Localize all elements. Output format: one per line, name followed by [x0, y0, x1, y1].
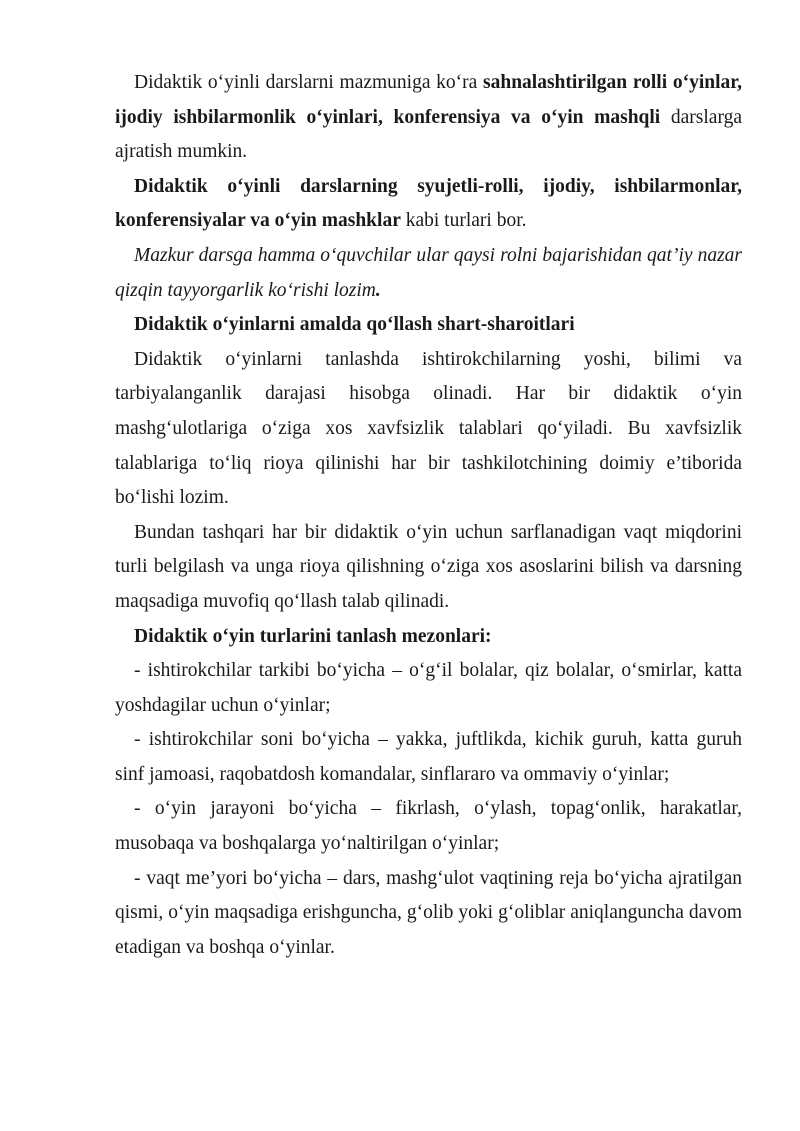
- bold-italic-period: .: [375, 279, 381, 301]
- list-item: - vaqt me’yori bo‘yicha – dars, mashg‘ulot vaqtining reja bo‘yicha ajratilgan qismi, o‘yin maqsadiga erishguncha, g‘olib yoki g‘oliblar aniqlanguncha davom etadigan va boshqa o‘yinlar.: [115, 867, 742, 958]
- paragraph-preparation-note: [115, 239, 742, 308]
- paragraph-lesson-kinds: [115, 170, 742, 239]
- italic-phrase: Mazkur darsga hamma o‘quvchilar ular qaysi rolni bajarishidan qat’iy nazar qizqin tayyorgarlik ko‘rishi lozim: [115, 244, 742, 301]
- bold-phrase: Didaktik o‘yinli darslarning syujetli-rolli, ijodiy, ishbilarmonlar, konferensiyalar va o‘yin mashklar: [115, 175, 742, 232]
- list-item: - ishtirokchilar soni bo‘yicha – yakka, juftlikda, kichik guruh, katta guruh sinf jamoasi, raqobatdosh komandalar, sinflararo va ommaviy o‘yinlar;: [115, 729, 742, 785]
- document-page: [115, 66, 742, 965]
- section-heading-game-types: Didaktik o‘yin turlarini tanlash mezonlari:: [134, 625, 492, 647]
- paragraph-time-allocation: Bundan tashqari har bir didaktik o‘yin uchun sarflanadigan vaqt miqdorini turli belgilash va unga rioya qilishning o‘ziga xos asoslarini bilish va darsning maqsadiga muvofiq qo‘llash talab qilinadi.: [115, 521, 742, 612]
- section-heading-conditions: Didaktik o‘yinlarni amalda qo‘llash shart-sharoitlari: [134, 314, 575, 336]
- list-item: - o‘yin jarayoni bo‘yicha – fikrlash, o‘ylash, topag‘onlik, harakatlar, musobaqa va boshqalarga yo‘naltirilgan o‘yinlar;: [115, 798, 742, 855]
- bold-phrase: sahnalashtirilgan rolli o‘yinlar, ijodiy ishbilarmonlik o‘yinlari, konferensiya va o‘yin mashqli: [115, 72, 742, 128]
- paragraph-selection-criteria: Didaktik o‘yinlarni tanlashda ishtirokchilarning yoshi, bilimi va tarbiyalanganlik darajasi hisobga olinadi. Har bir didaktik o‘yin mashg‘ulotlariga o‘ziga xos xavfsizlik talablari qo‘yiladi. Bu xavfsizlik talablariga to‘liq rioya qilinishi har bir tashkilotchining doimiy e’tiborida bo‘lishi lozim.: [115, 348, 742, 509]
- paragraph-text: darslarga ajratish mumkin.: [115, 106, 743, 163]
- paragraph-text: kabi turlari bor.: [400, 210, 527, 232]
- list-item: - ishtirokchilar tarkibi bo‘yicha – o‘g‘il bolalar, qiz bolalar, o‘smirlar, katta yoshdagilar uchun o‘yinlar;: [115, 660, 742, 716]
- paragraph-types-by-content: [115, 66, 742, 170]
- paragraph-text: Didaktik o‘yinli darslarni mazmuniga ko‘ra: [134, 72, 484, 93]
